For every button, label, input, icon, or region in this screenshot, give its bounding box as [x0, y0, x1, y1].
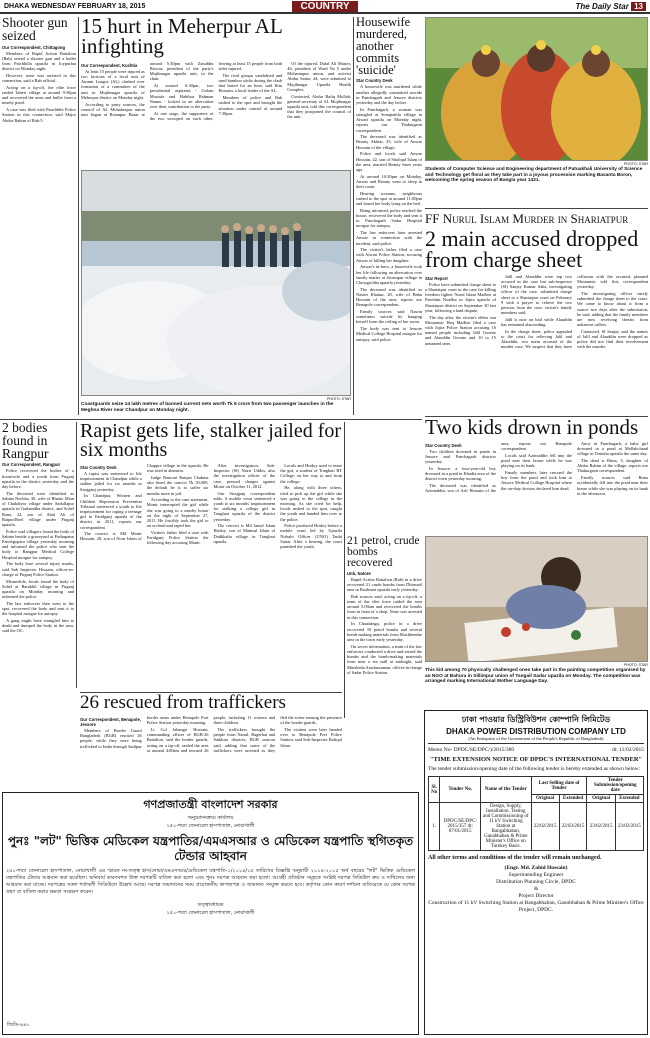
notice-intro: The tender submission/opening date of the following tender is hereby extended as shown below:: [428, 766, 641, 772]
article-shooter: [2, 17, 76, 271]
byline: Our Correspondent, Kushtia: [81, 62, 138, 68]
page-header: [0, 0, 650, 14]
article-body: Police have submitted charge sheet to a Shariatpur court in the case for killing freedom fighter Nurul Islam Madbor at Pauchim Noadha in Jajira upazila of Shariatpur district on September 30 last year, following a land dispute. The day after, the victim's eldest son Mostamsir Haq Madbor filed a case with Jajira Police Station accusing 16 named people including Jalil Goonto and Alauddin Goonto and 10 to 15 unnamed ones. Jalil and Alauddin were top two accused in the case but sub-inspector (SI) Sanjay Kumar Saha, investigating officer of the case, submitted charge sheet to a Shariatpur court on February 9 with a prayer to relieve the two persons from the case, victim's family members said. Jalil is now on bail while Alauddin has remained absconding. In the charge sheet, police appealed to the court for relieving Jalil and Alauddin, two main accused of the murder case. We suspect that they have collusion with the accused, planned Mostamsir told this correspondent yesterday. The investigating officer surely submitted the charge sheet to the court. We came to know about it from a source two days after the submission, he said, adding that the family members are now receiving threats from unknown callers. Contacted, SI Sanjay said the names of Jalil and Alauddin were dropped as police did not find their involvement with the murder.: [425, 273, 648, 350]
notice-signature: তত্ত্বাবধায়ক ২৫০-শয্যা জেনারেল হাসপাতাল, নোয়াখালী: [166, 902, 255, 916]
notice-title: "TIME EXTENSION NOTICE OF DPDC'S INTERNATIONAL TENDER": [429, 756, 643, 763]
headline-meherpur[interactable]: 15 hurt in Meherpur AL infighting: [81, 17, 283, 58]
ad-bengali-notice: [2, 792, 419, 1035]
notice-headline: পুনঃ "লট" ভিত্তিক মেডিকেল যন্ত্রপাতির/এমএসআর ও মেডিকেল যন্ত্রপাতি স্থগিতকৃত টেন্ডার আহবান: [7, 834, 414, 863]
section-label: COUNTRY: [292, 1, 357, 12]
headline-petrol[interactable]: 21 petrol, crude bombs recovered: [347, 536, 420, 569]
byline: Star Country Desk: [80, 465, 117, 470]
table-header: Extended: [615, 795, 643, 803]
column-rule: [78, 17, 79, 415]
coastguards-image: [82, 171, 351, 396]
article-rescued: [80, 694, 342, 788]
procession-image: [426, 18, 648, 161]
kicker: FF Nurul Islam Murder in Shariatpur: [425, 211, 629, 226]
article-body: Police recovered the bodies of a housewife and a youth from Pirganj upazila in the district yesterday and the day before. The deceased were identified as Sabina Nechha, 30, wife of Bhutto Mian of Chakdiyra village under Sadullapur upazila in Gaibandha district, and Sohel Rana, 22, son of Abul Ali of Raipur/Boel village under Pirganj upazila. Police said villagers found the body of Sabina beside a graveyard at Pashupatur Panchgopara village yesterday morning and informed the police who sent the body to Rangpur Medical College Hospital morgue for autopsy. The body bore several injury marks, said Sub Inspector Hossain, officer-in-charge of Pirganj Police Station. Meanwhile, locals found the body of Sohel at Barakhil village in Pirganj upazila on Monday morning and informed the police. The law enforcers then went to the spot, recovered the body and sent it to the hospital morgue for autopsy. A gang might have strangled him to death and dumped the body in the area, said the OC.: [2, 468, 74, 634]
notice-sub2: ২৫০-শয্যা জেনারেল হাসপাতাল, নোয়াখালী: [166, 823, 255, 829]
notice-sub1: অনুমোদনক্রমে কার্যালয়: [187, 815, 234, 821]
byline: Star Country Desk: [356, 78, 393, 84]
dpdc-subtitle: (An Enterprise of the Government of the People's Republic of Bangladesh): [428, 736, 644, 744]
dpdc-title: DHAKA POWER DISTRIBUTION COMPANY LTD: [446, 727, 626, 736]
memo-number: Memo No- DPDC/SE/DPC/)/2015/380: [428, 747, 515, 753]
memo-date: dt: 11/02/2015: [611, 747, 644, 753]
table-header: Tender Submission/opening date: [587, 777, 644, 795]
photo-credit: PHOTO: STAR: [623, 663, 648, 667]
dateline: DHAKA WEDNESDAY FEBRUARY 18, 2015: [4, 3, 146, 10]
headline-rapist[interactable]: Rapist gets life, stalker jailed for six months: [80, 422, 342, 461]
article-petrol-bombs: [347, 536, 422, 718]
caption-spring-procession: Students of Computer Science and Engineering department of Patuakhali University of Science and Technology get floral as they take part in a joyous procession marking Basanta Boron, welcoming the spring season of Bangla year 1421.: [425, 167, 643, 184]
section-rule: [80, 692, 342, 693]
photo-credit: PHOTO: STAR: [623, 162, 648, 166]
headline-rangpur[interactable]: 2 bodies found in Rangpur: [2, 422, 49, 461]
article-two-kids: [425, 418, 648, 534]
table-header: Original: [531, 795, 559, 803]
byline: Our Correspondent, Benapole, Jessore: [80, 717, 141, 728]
byline: Star Country Desk: [425, 442, 462, 448]
article-meherpur: [81, 17, 351, 167]
page-number: 13: [631, 2, 646, 11]
tender-footer: All other terms and conditions of the tender will remain unchanged.: [428, 855, 602, 861]
article-body: Members of Rapid Action Battalion (Rab) seized a shooter gun and a bullet from Patchhilla upazila in Joypurhat district on Monday night. However, none was arrested in this connection, said a Rab official. Acting on a tip-off, the elite force raided Taheri village at around 9:30pm and recovered the arms and bullet from a nearby pond. A case was filed with Panchbibi Police Station in this connection, said Major Abdur Rahim of Rab-5.: [2, 50, 76, 123]
article-body: A rapist was sentenced to life imprisonment in Chandpur while a stalker jailed for six months in Sirajganj yesterday. In Chandpur, Women and Children Repression Prevention Tribunal sentenced a youth to life imprisonment for raping a teenage girl in Faridganj upazila of the district in 2011, reports our correspondent. The convict is Md Monir Hossain, 28, son of Nour Islam of Chappra village in the upazila. He was tried in absentia. Judge Ramoni Ranjan Chakma also fined the convict Tk 50,000, the default he is to suffer six months more in jail. According to the case statement, Monir intercepted the girl while she was going to a nearby house on the night of September 27, 2011. He forcibly took the girl to an orchard and raped her. Victim's father filed a case with Faridganj Police Station the following day accusing Monir. After investigation, Sub-Inspector (SI) Nazir Uddin, also the investigation officer of the case, pressed charges against Monir on October 11, 2012. Our Sirajganj correspondent adds: A mobile court sentenced a youth to six months' imprisonment for stalking a college girl in Tonghari upazila of the district yesterday. The convict is Md Jamal Islam Hridoy, son of Mamsul Islam of Dudkhalia village in Tonghari upazila. Locals and Hridoy used to tease the girl, a student of Tonghari BT College, on her way to and from the college. He, along with three others, tried to pick up the girl while she was going to the college in the morning. As she cried for help, locals rushed to the spot, caught the youth and handed him over to the police. Police produced Hridoy before a mobile court led by Upazila Nirbahi Officer (UNO) Tauhi Sattar. After a hearing, the court punished the youth.: [80, 463, 342, 550]
article-body: A housewife was murdered while another allegedly committed suicide in Panchagarh and Jessore districts yesterday and the day before. In Panchagarh, a woman was strangled at Sonapattila village in Atwari upazila on Monday night, reports our Thakurgaon correspondent. The deceased was identified as Beauty Akhtar, 35, wife of Anwar Hossain of the village. Police and locals said Anwar Hossain, 22, son of Shafiqul Islam of the area, married Beauty three years ago. At around 10:30pm on Monday, Anwar and Beauty went to sleep in their room. Hearing screams, neighbours rushed to the spot at around 11:00pm and found her body lying on the bed. Being informed, police reached the house, recovered the body and sent it to Panchagarh Sadar Hospital morgue for autopsy. The law enforcers later arrested Anwar in connection with the incident, said police. The victim's father filed a case with Atwari Police Station, accusing Anwar of killing her daughter. Anwar's in-laws, a housewife took her life following an altercation over family matter at Swarupur village in Chowgachha upazila yesterday. The deceased was identified as Nasrin Khatun, 20, wife of Babu Hossain of the area, reports our Benapole correspondent. Family sources said Nasrin sometimes suicide by hanging herself from the ceiling of her room. The body was sent to Jessore Medical College Hospital morgue for autopsy, said police.: [356, 84, 422, 342]
article-body: Members of Border Guard Bangladesh (BGB) rescued 26 people, while they were being trafficked to India through Sadipur border areas under Benapole Port Police Station yesterday morning. Lt Col Jahangir Hossain, commanding officer of BGB-26 Battalion, said the border guards, acting on a tip-off, raided the area at around 4:00am and rescued 26 people, including 11 women and three children. The traffickers brought the people from Narail, Bagerhat and Satkhira districts, BGB sources said, adding that some of the traffickers were arrested as they fled the scene sensing the presence of the border guards. The victims were later handed over to Benapole Port Police Station, said Sub-Inspector Rafiqul Islam.: [80, 715, 342, 753]
table-row: 1. DPDC/SE/DPC/ 2015/357 dt: 07/01/2015 Design, Supply, Installation, Testing and Commissioning of 11 kV Switching Station at Bangabhaban, Ganabhaban & Prime Minister's Office on Turnkey Basis. 22/02/2015 22/03/2015 23/02/2015 23/03/2015: [429, 803, 644, 851]
article-body: Two children drowned in ponds in Jessore and Panchagarh districts yesterday. In Jessore, a four-year-old boy drowned in a pond in Khadia area of the district town yesterday morning. The deceased was identified as Azimuddin, son of Arif Hossain of the area, reports our Benapole correspondent. Locals said Azimuddin fell into the pond near their house while he was playing on its bank. Family members later rescued the boy from the pond and took him to Jessore Medical College Hospital where the on-duty doctors declared him dead. Anoy in Panchagarh, a baby girl drowned in a pond at Mollahchand village in Tentulia upazila the same day. The dead is Ritna, 3, daughter of Abdur Rahim of the village, reports our Thakurgaon correspondent. Family sources said Rima accidentally fell into the pond near their house while she was playing on its bank in the afternoon.: [425, 440, 648, 496]
notice-title: গণপ্রজাতন্ত্রী বাংলাদেশ সরকার: [143, 798, 278, 811]
photo-coastguards: [81, 170, 351, 396]
article-rangpur: [2, 422, 74, 690]
table-header: Original: [587, 795, 615, 803]
headline-shooter[interactable]: Shooter gun seized: [2, 17, 68, 43]
headline-housewife[interactable]: Housewife murdered, another commits 'suicide': [356, 17, 411, 77]
byline: Our Correspondent, Rangpur: [2, 462, 61, 468]
photo-painting: [425, 536, 648, 662]
masthead-logo: The Daily Star: [575, 2, 629, 11]
table-header: Name of the Tender: [480, 777, 531, 803]
notice-body: ২৫০-শয্যা জেনারেল হাসপাতাল, নোয়াখালী এর স্মারক নং-তত্ত্ব হাস/নোয়া/এমএসআর/মেডিকেল যন্ত্রপাতি-১/২০১৪/১৫ তারিখের বিজ্ঞপ্তি অনুযায়ী ২০১৪-২০১৫ অর্থ বছরের "লট" ভিত্তিক মেডিকেল যন্ত্রপাতির টেন্ডার আহবান করা হয়েছিল। অনিবার্য কারণবশত উক্ত দরপত্রটি বাতিল করা হলো এবং পুনঃ দরপত্র আহবান করা হলো। আগ্রহী প্রতিষ্ঠান সমূহকে সংশ্লিষ্ট দরপত্র সিডিউল ক্রয় ও দাখিলের জন্য আহবান করা যাচ্ছে। দরপত্রের সকল শর্তাবলী সিডিউলে উল্লেখ আছে। দরপত্র জমাদানের সময় প্রয়োজনীয় কাগজপত্র ও জামানত সংযুক্ত করতে হবে। কর্তৃপক্ষ কোন কারণ দর্শানো ব্যতিরেকে যে কোন দরপত্র গ্রহণ বা বাতিল করার ক্ষমতা সংরক্ষণ করেন।: [6, 868, 415, 895]
table-header: Last Selling date of Tender: [531, 777, 587, 795]
column-rule: [76, 422, 77, 688]
article-body: At least 15 people were injured as two factions of a local unit of Awami League (AL) clashed over formation of a committee of the unit in Mujibnagar upazila of Meherpur district on Monday night. According to party sources, the council of AL Mohabespur union unit began at Ratanpur Bazar at around 5:30pm with Ziauddin Biswas, president of the party's Mujibnagar upazila unit, in the chair. At around 6:30pm, two presidential aspirants - Golam Mostafa and Habibur Rahman Nannu - locked in an altercation over their contribution to the party. At one stage, the supporters of the two swooped on each other, leaving at least 15 people from both sides injured. The rival groups vandalised and used bamboo sticks during the clash that lasted for an hour, said Ilias Hossain, a local leader of the AL. Members of police and Rab rushed to the spot and brought the situation under control at around 7:30pm. Of the injured, Dulal Ali Master, 46, president of Ward No 5 under Mohanmpur union, and activist Abdur Sattar, 44, were admitted to Mujibnagar Upazila Health Complex. Contacted, Abdur Rafiq Mollah, general secretary of AL Mujibnagar upazila unit, told this correspondent that they postponed the council of the unit.: [81, 60, 351, 121]
column-rule: [353, 17, 354, 415]
article-housewife: [356, 17, 422, 415]
ad-dpdc-tender: [424, 710, 648, 1035]
tender-table: [428, 776, 644, 851]
table-header: Tender No.: [440, 777, 481, 803]
table-header: Sl. No: [429, 777, 440, 803]
headline-two-kids[interactable]: Two kids drown in ponds: [425, 418, 639, 439]
section-rule: [425, 416, 648, 417]
byline: Star Report: [425, 275, 448, 281]
photo-credit: PHOTO: STAR: [326, 397, 351, 401]
article-nurul-islam: [425, 211, 648, 414]
section-rule: [0, 419, 422, 420]
article-rapist: [80, 422, 342, 692]
signatory-block: (Engr. Md. Zahid Hossain) Superintending Engineer Distribution Planning Circle, DPDC & Project Director Construction of 11 kV Switching Station at Bangabhaban, Ganobhaban & Prime Minister's Office Project, DPDC.: [428, 865, 644, 913]
headline-nurul[interactable]: 2 main accused dropped from charge sheet: [425, 226, 639, 272]
caption-painting: This kid among 70 physically challenged ones take part in the painting competition organised by an NGO at Bahura in Sillimpur union of Tangail Sadar upazila on Monday. The competition was arranged marking International Mother Language Day.: [425, 668, 646, 685]
column-rule: [344, 422, 345, 718]
article-body: Rapid Action Battalion (Rab) in a drive recovered 21 crude bombs from Dhirmail area in Boalmari upazila early yesterday. Rab sources said, acting on a tip-off, a team of the elite force raided the area around 5:00am and recovered the bombs from in front of a shop. None was arrested in this connection. In Chuadanga, police in a drive recovered 10 petrol bombs and several bomb-making materials from Muchhendar area in the town early yesterday. On secret information, a team of the law enforcers conducted a drive and seized the bombs and the bomb-making materials from near a tea stall at midnight, said Mursheda Azaduzzaman, officer-in-charge of Sadar Police Station.: [347, 576, 422, 675]
dpdc-bn-title: ঢাকা পাওয়ার ডিস্ট্রিবিউশন কোম্পানি লিমিটেড: [461, 715, 611, 724]
painting-image: [426, 537, 648, 662]
caption-coastguards: Coastguards seize 14 lakh metres of banned current nets worth Tk 5 crore from two passenger launches in the Meghna River near Chandpur on Monday night.: [81, 402, 334, 413]
section-rule: [425, 208, 648, 209]
notice-code: জিডি-৯৪০: [7, 1022, 30, 1028]
photo-spring-procession: [425, 17, 648, 161]
byline: Unb, Natore: [347, 570, 371, 576]
headline-rescued[interactable]: 26 rescued from traffickers: [80, 694, 286, 713]
table-header: Extended: [559, 795, 587, 803]
byline: Our Correspondent, Chittagong: [2, 44, 66, 50]
